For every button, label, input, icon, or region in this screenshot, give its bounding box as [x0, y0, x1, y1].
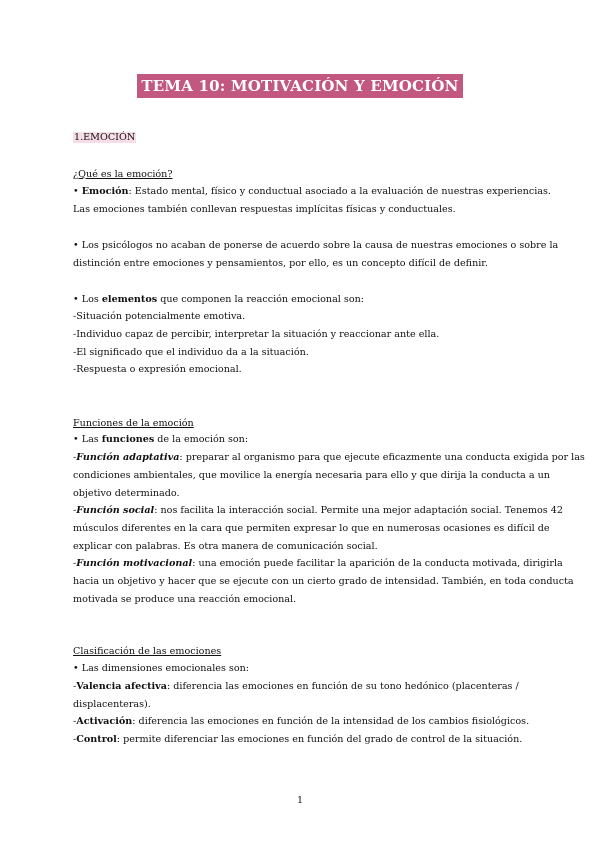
bullet: • [73, 186, 79, 197]
psicologos-line-2: distinción entre emociones y pensamientos, por ello, es un concepto difícil de definir. [73, 258, 488, 269]
motivacional-line-1 [73, 557, 563, 570]
control-text: : permite diferenciar las emociones en función del grado de control de la situación. [116, 734, 523, 745]
valencia-line-2: displacenteras). [73, 699, 151, 710]
definition-line [73, 185, 551, 198]
section-heading [73, 131, 136, 144]
subheading-funciones: Funciones de la emoción [73, 418, 194, 429]
section-heading-text: 1.EMOCIÓN [74, 132, 136, 143]
adaptativa-line-3: objetivo determinado. [73, 488, 180, 499]
adaptativa-line-1 [73, 451, 585, 464]
element-item: -Situación potencialmente emotiva. [73, 311, 246, 322]
psicologos-line-1: • Los psicólogos no acaban de ponerse de acuerdo sobre la causa de nuestras emociones o sobre la [73, 240, 559, 251]
social-line-1 [73, 504, 563, 517]
activacion-line [73, 715, 529, 728]
social-term: Función social [76, 505, 155, 516]
element-item: -Respuesta o expresión emocional. [73, 364, 242, 375]
activacion-term: Activación [76, 716, 133, 727]
social-text: : nos facilita la interacción social. Permite una mejor adaptación social. Tenemos 42 [154, 505, 563, 516]
page-number: 1 [296, 795, 304, 806]
elements-intro [73, 293, 364, 306]
definition-line-2: Las emociones también conllevan respuestas implícitas físicas y conductuales. [73, 204, 456, 215]
adaptativa-term: Función adaptativa [76, 452, 180, 463]
motivacional-term: Función motivacional [76, 558, 193, 569]
valencia-term: Valencia afectiva [76, 681, 167, 692]
page-title: TEMA 10: MOTIVACIÓN Y EMOCIÓN [137, 74, 462, 98]
dash: - [73, 716, 77, 727]
social-line-3: explicar con palabras. Es otra manera de comunicación social. [73, 541, 378, 552]
control-term: Control [76, 734, 117, 745]
adaptativa-line-2: condiciones ambientales, que movilice la energía necesaria para ello y que dirija la conducta a un [73, 470, 550, 481]
motivacional-line-2: hacia un objetivo y hacer que se ejecute con un cierto grado de intensidad. También, en toda conducta [73, 576, 574, 587]
control-line [73, 733, 522, 746]
functions-intro-pre: • Las [73, 434, 102, 445]
dash: - [73, 505, 77, 516]
subheading-clasificacion: Clasificación de las emociones [73, 646, 222, 657]
social-line-2: músculos diferentes en la cara que permiten expresar lo que en numerosas ocasiones es difícil de [73, 523, 550, 534]
dash: - [73, 681, 77, 692]
elements-intro-pre: • Los [73, 294, 102, 305]
subheading-que-es: ¿Qué es la emoción? [73, 169, 173, 180]
motivacional-line-3: motivada se produce una reacción emocional. [73, 594, 297, 605]
element-item: -Individuo capaz de percibir, interpretar la situación y reaccionar ante ella. [73, 329, 440, 340]
dash: - [73, 452, 77, 463]
functions-term: funciones [101, 434, 155, 445]
definition-term: Emoción [81, 186, 129, 197]
motivacional-text: : una emoción puede facilitar la aparición de la conducta motivada, dirigirla [192, 558, 563, 569]
adaptativa-text: : preparar al organismo para que ejecute eficazmente una conducta exigida por las [179, 452, 585, 463]
elements-intro-post: que componen la reacción emocional son: [157, 294, 365, 305]
definition-text: : Estado mental, físico y conductual asociado a la evaluación de nuestras experiencias. [128, 186, 551, 197]
dash: - [73, 558, 77, 569]
elements-term: elementos [101, 294, 158, 305]
title-container [0, 74, 600, 98]
functions-intro-post: de la emoción son: [154, 434, 249, 445]
element-item: -El significado que el individuo da a la situación. [73, 347, 309, 358]
dash: - [73, 734, 77, 745]
functions-intro [73, 433, 248, 446]
classification-intro: • Las dimensiones emocionales son: [73, 663, 250, 674]
valencia-text: : diferencia las emociones en función de su tono hedónico (placenteras / [166, 681, 519, 692]
valencia-line-1 [73, 680, 519, 693]
activacion-text: : diferencia las emociones en función de la intensidad de los cambios fisiológicos. [132, 716, 530, 727]
